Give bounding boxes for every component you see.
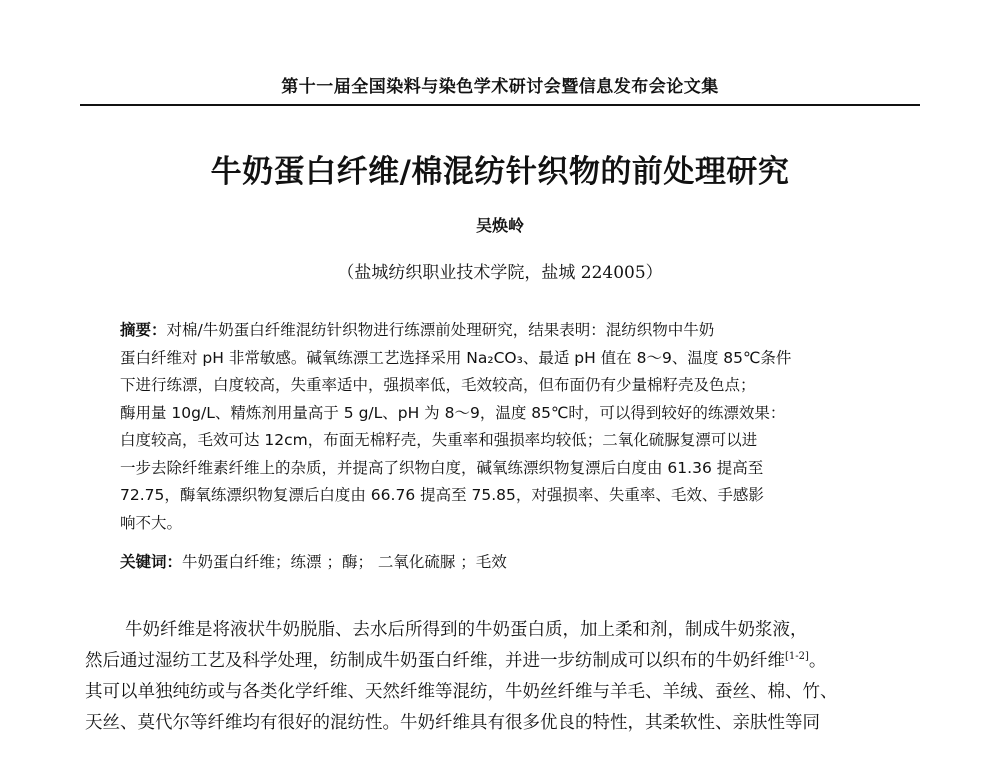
abstract-line: 下进行练漂，白度较高，失重率适中，强损率低，毛效较高，但布面仍有少量棉籽壳及色点；	[120, 376, 756, 394]
paper-affiliation: （盐城纺织职业技术学院，盐城 224005）	[337, 263, 663, 283]
keywords-text: 牛奶蛋白纤维；练漂 ；酶； 二氧化硫脲 ；毛效	[182, 553, 507, 571]
paper-author: 吴焕岭	[475, 216, 524, 235]
abstract-label: 摘要：	[120, 321, 167, 339]
body-line	[85, 646, 915, 677]
abstract-line: 响不大。	[120, 513, 183, 532]
paper-title: 牛奶蛋白纤维/棉混纺针织物的前处理研究	[210, 154, 790, 190]
body-line: 牛奶纤维是将液状牛奶脱脂、去水后所得到的牛奶蛋白质，加上柔和剂，制成牛奶浆液，	[125, 620, 808, 640]
running-header: 第十一届全国染料与染色学术研讨会暨信息发布会论文集	[281, 77, 719, 97]
body-text: 然后通过湿纺工艺及科学处理，纺制成牛奶蛋白纤维，并进一步纺制成可以织布的牛奶纤维	[85, 651, 785, 671]
body-line: 其可以单独纯纺或与各类化学纤维、天然纤维等混纺，牛奶丝纤维与羊毛、羊绒、蚕丝、棉、竹、	[85, 682, 838, 702]
header-rule	[80, 104, 920, 106]
abstract-line	[120, 317, 880, 345]
abstract-line: 酶用量 10g/L、精炼剂用量高于 5 g/L、pH 为 8～9，温度 85℃时，可以得到较好的练漂效果：	[120, 403, 786, 422]
abstract-text: 对棉/牛奶蛋白纤维混纺针织物进行练漂前处理研究，结果表明：混纺织物中牛奶	[166, 321, 715, 339]
abstract-line: 蛋白纤维对 pH 非常敏感。碱氧练漂工艺选择采用 Na₂CO₃、最适 pH 值在 8～9、温度 85℃条件	[120, 348, 792, 367]
abstract	[120, 317, 880, 537]
body-paragraph	[85, 615, 915, 739]
body-line: 天丝、莫代尔等纤维均有很好的混纺性。牛奶纤维具有很多优良的特性，其柔软性、亲肤性等同	[85, 713, 820, 733]
keywords-label: 关键词：	[120, 553, 183, 571]
abstract-line: 白度较高，毛效可达 12cm，布面无棉籽壳，失重率和强损率均较低；二氧化硫脲复漂可以进	[120, 431, 758, 449]
abstract-line: 72.75，酶氧练漂织物复漂后白度由 66.76 提高至 75.85，对强损率、失重率、毛效、手感影	[120, 486, 764, 504]
body-text: 。	[808, 651, 827, 671]
abstract-line: 一步去除纤维素纤维上的杂质，并提高了织物白度，碱氧练漂织物复漂后白度由 61.36 提高至	[120, 458, 764, 477]
keywords	[120, 550, 880, 572]
citation-ref: [1-2]	[785, 651, 809, 663]
